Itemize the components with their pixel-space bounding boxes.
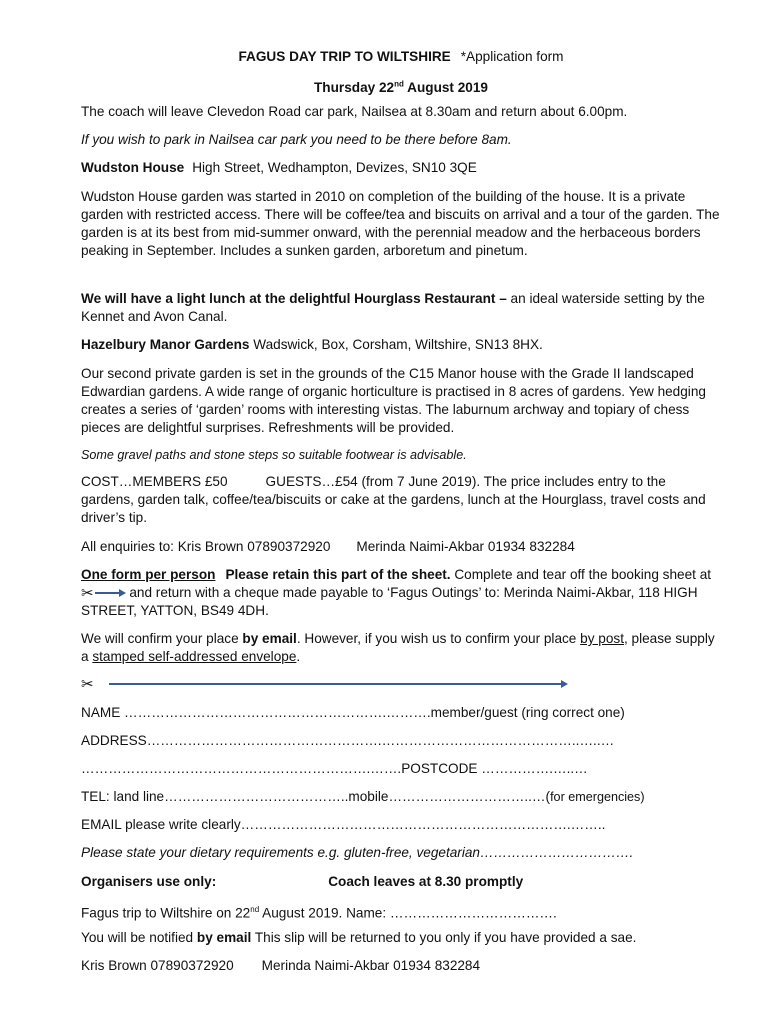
confirmation-info: We will confirm your place by email. However, if you wish us to confirm your place by post, please supply a stamped self-addressed envelope. [81, 631, 715, 664]
hazelbury-name: Hazelbury Manor Gardens [81, 337, 250, 352]
tear-scissors-icon: ✂ [81, 676, 94, 693]
lunch-info: We will have a light lunch at the delightful Hourglass Restaurant – an ideal waterside setting by the Kennet and Avon Canal. [81, 291, 705, 324]
address-field[interactable]: ADDRESS…………………………………………….……………………………………..…..… [81, 733, 615, 748]
footwear-note: Some gravel paths and stone steps so suitable footwear is advisable. [81, 448, 467, 462]
enquiries: All enquiries to: Kris Brown 07890372920 Merinda Naimi-Akbar 01934 832284 [81, 539, 575, 554]
trip-title: FAGUS DAY TRIP TO WILTSHIRE [238, 49, 451, 64]
cost-members: COST…MEMBERS £50 [81, 474, 228, 489]
coach-time: Coach leaves at 8.30 promptly [328, 874, 524, 889]
parking-info: If you wish to park in Nailsea car park you need to be there before 8am. [81, 132, 512, 147]
postcode-field[interactable]: ……………………………………………………….…….POSTCODE …………….…..… [81, 761, 588, 776]
telephone-field[interactable]: TEL: land line…………………………………..mobile…………………………..…(for emergencies) [81, 789, 645, 804]
tear-off-line [81, 676, 721, 694]
notification-line: You will be notified by email This slip will be returned to you only if you have provided a sae. [81, 930, 637, 945]
one-form-notice: One form per person [81, 567, 216, 582]
contacts-line: Kris Brown 07890372920 Merinda Naimi-Akbar 01934 832284 [81, 958, 481, 973]
dietary-field[interactable]: Please state your dietary requirements e.g. gluten-free, vegetarian……………………………. [81, 845, 634, 860]
hazelbury-heading [81, 336, 721, 354]
arrow-icon [94, 587, 126, 597]
form-label: *Application form [460, 49, 564, 64]
cut-line-arrowhead [561, 680, 568, 688]
coach-info: The coach will leave Clevedon Road car park, Nailsea at 8.30am and return about 6.00pm. [81, 104, 628, 119]
form-title-line [81, 48, 721, 66]
name-field[interactable]: NAME ………………………………………………….……….member/guest (ring correct one) [81, 705, 625, 720]
booking-instructions: One form per person Please retain this part of the sheet. Complete and tear off the booking sheet at ✂ and return with a cheque made payable to ‘Fagus Outings’ to: Merinda Naimi-Akbar, 118 HIGH STREET, YATTON, BS49 4DH. [81, 567, 712, 618]
trip-date: Thursday 22nd August 2019 [314, 79, 488, 95]
wudston-heading [81, 159, 721, 177]
organisers-label: Organisers use only: [81, 874, 217, 889]
cost-guests: GUESTS…£54 (from 7 June 2019). The price includes entry to the gardens, garden talk, coffee/tea/biscuits or cake at the gardens, lunch at the Hourglass, travel costs and driver’s tip. [81, 474, 706, 525]
wudston-address: High Street, Wedhampton, Devizes, SN10 3QE [192, 160, 477, 175]
wudston-description: Wudston House garden was started in 2010 on completion of the building of the house. It is a private garden with restricted access. There will be coffee/tea and biscuits on arrival and a tour of the garden. The garden is at its best from mid-summer onward, with the perennial meadow and the herbaceous borders peaking in September. Includes a sunken garden, arboretum and pinetum. [81, 189, 720, 258]
cut-line [109, 683, 562, 685]
hazelbury-address: Wadswick, Box, Corsham, Wiltshire, SN13 8HX. [253, 337, 543, 352]
trip-name-line: Fagus trip to Wiltshire on 22nd August 2019. Name: ………………………………. [81, 905, 557, 921]
cost-info [81, 473, 721, 527]
scissors-icon: ✂ [81, 585, 94, 602]
organisers-section [81, 873, 721, 891]
hazelbury-description: Our second private garden is set in the grounds of the C15 Manor house with the Grade II landscaped Edwardian gardens. A wide range of organic horticulture is practised in 8 acres of gardens. Yew hedging creates a series of ‘garden’ rooms with interesting vistas. The laburnum archway and topiary of chess pieces are delightful surprises. Refreshments will be provided. [81, 366, 706, 435]
wudston-name: Wudston House [81, 160, 185, 175]
email-field[interactable]: EMAIL please write clearly……………………………………………………………….…….. [81, 817, 606, 832]
